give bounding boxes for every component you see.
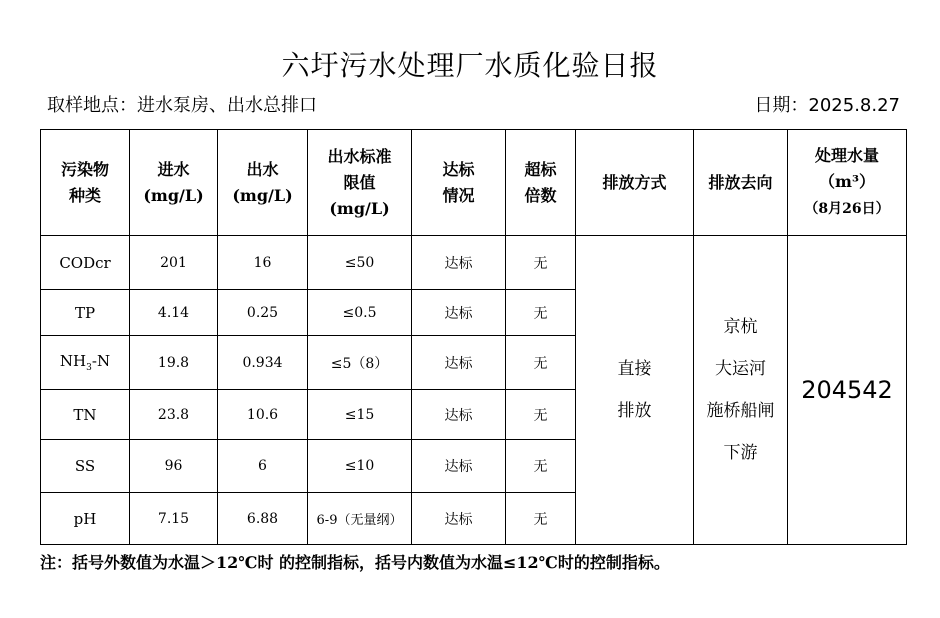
- compliance-cell: 达标: [412, 236, 506, 290]
- pollutant-cell: TN: [41, 390, 130, 440]
- standard-cell: ≤0.5: [308, 290, 412, 336]
- influent-cell: 4.14: [130, 290, 218, 336]
- header-exceed: 超标 倍数: [506, 130, 576, 236]
- footnote: 注：括号外数值为水温＞12℃时 的控制指标，括号内数值为水温≤12℃时的控制指标。: [40, 553, 670, 572]
- influent-cell: 201: [130, 236, 218, 290]
- header-influent: 进水 (mg/L): [130, 130, 218, 236]
- effluent-cell: 0.934: [218, 336, 308, 390]
- report-title: 六圩污水处理厂水质化验日报: [281, 49, 659, 82]
- discharge-method-cell: 直接 排放: [576, 236, 694, 545]
- influent-cell: 19.8: [130, 336, 218, 390]
- exceed-cell: 无: [506, 290, 576, 336]
- effluent-cell: 0.25: [218, 290, 308, 336]
- standard-cell: ≤50: [308, 236, 412, 290]
- pollutant-cell: SS: [41, 440, 130, 493]
- exceed-cell: 无: [506, 336, 576, 390]
- influent-cell: 96: [130, 440, 218, 493]
- header-effluent: 出水 (mg/L): [218, 130, 308, 236]
- pollutant-cell: pH: [41, 493, 130, 545]
- influent-cell: 23.8: [130, 390, 218, 440]
- header-pollutant: 污染物 种类: [41, 130, 130, 236]
- header-volume: 处理水量 （m³） （8月26日）: [788, 130, 907, 236]
- effluent-cell: 16: [218, 236, 308, 290]
- exceed-cell: 无: [506, 493, 576, 545]
- sampling-location: 取样地点：进水泵房、出水总排口: [47, 95, 317, 116]
- exceed-cell: 无: [506, 390, 576, 440]
- exceed-cell: 无: [506, 236, 576, 290]
- pollutant-cell: $NH_3-N$: [41, 336, 130, 390]
- report-date: 日期：2025.8.27: [754, 95, 900, 116]
- water-quality-table: [40, 129, 907, 545]
- influent-cell: 7.15: [130, 493, 218, 545]
- header-standard: 出水标准 限值 (mg/L): [308, 130, 412, 236]
- standard-cell: ≤5（8）: [308, 336, 412, 390]
- compliance-cell: 达标: [412, 290, 506, 336]
- effluent-cell: 6: [218, 440, 308, 493]
- pollutant-cell: CODcr: [41, 236, 130, 290]
- compliance-cell: 达标: [412, 440, 506, 493]
- table-row: [41, 236, 907, 290]
- standard-cell: 6-9（无量纲）: [308, 493, 412, 545]
- header-discharge-destination: 排放去向: [694, 130, 788, 236]
- standard-cell: ≤15: [308, 390, 412, 440]
- effluent-cell: 6.88: [218, 493, 308, 545]
- exceed-cell: 无: [506, 440, 576, 493]
- compliance-cell: 达标: [412, 493, 506, 545]
- compliance-cell: 达标: [412, 336, 506, 390]
- header-compliance: 达标 情况: [412, 130, 506, 236]
- table-header-row: [41, 130, 907, 236]
- discharge-destination-cell: 京杭 大运河 施桥船闸 下游: [694, 236, 788, 545]
- compliance-cell: 达标: [412, 390, 506, 440]
- header-discharge-method: 排放方式: [576, 130, 694, 236]
- standard-cell: ≤10: [308, 440, 412, 493]
- effluent-cell: 10.6: [218, 390, 308, 440]
- pollutant-cell: TP: [41, 290, 130, 336]
- treated-volume-cell: 204542: [788, 236, 907, 545]
